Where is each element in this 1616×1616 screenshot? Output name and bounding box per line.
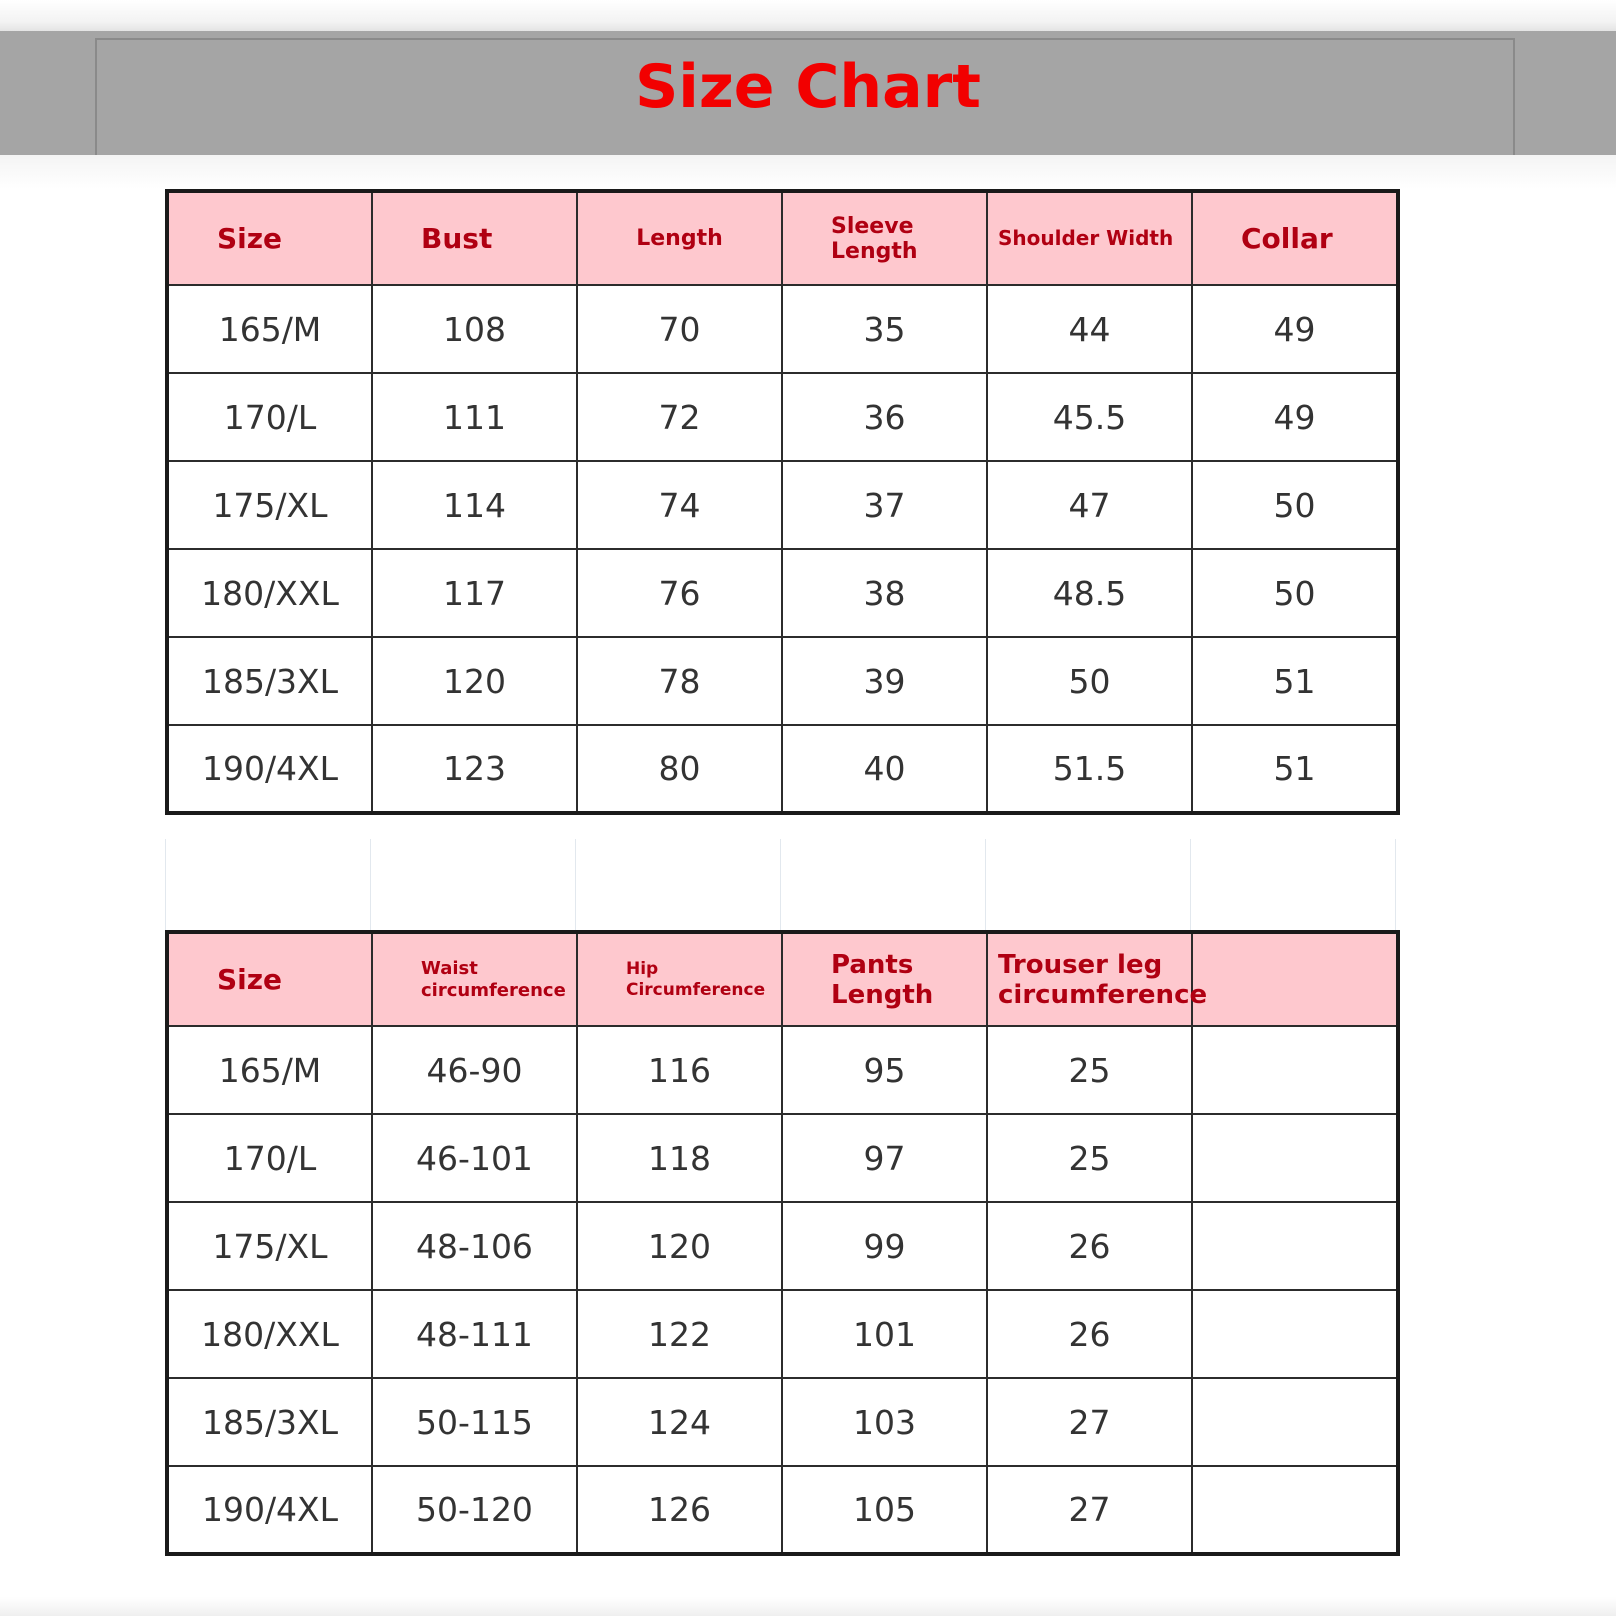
measurement-cell: 49 bbox=[1192, 285, 1398, 373]
table-row bbox=[167, 1114, 1398, 1202]
table-row bbox=[167, 285, 1398, 373]
measurement-cell: 37 bbox=[782, 461, 987, 549]
gap-gridline bbox=[165, 839, 166, 930]
measurement-cell: 50 bbox=[987, 637, 1192, 725]
table-gap bbox=[165, 839, 1396, 930]
gap-gridline bbox=[1190, 839, 1191, 930]
top-size-table bbox=[165, 189, 1400, 815]
header-empty bbox=[1192, 932, 1398, 1026]
size-cell: 190/4XL bbox=[167, 1466, 372, 1554]
table-row bbox=[167, 725, 1398, 813]
header-size: Size bbox=[167, 191, 372, 285]
size-cell: 180/XXL bbox=[167, 1290, 372, 1378]
measurement-cell: 76 bbox=[577, 549, 782, 637]
measurement-cell: 120 bbox=[372, 637, 577, 725]
measurement-cell: 48-111 bbox=[372, 1290, 577, 1378]
measurement-cell: 116 bbox=[577, 1026, 782, 1114]
measurement-cell: 51 bbox=[1192, 725, 1398, 813]
measurement-cell: 70 bbox=[577, 285, 782, 373]
page-title: Size Chart bbox=[635, 52, 981, 122]
measurement-cell: 74 bbox=[577, 461, 782, 549]
header-bust: Bust bbox=[372, 191, 577, 285]
measurement-cell bbox=[1192, 1202, 1398, 1290]
measurement-cell: 51.5 bbox=[987, 725, 1192, 813]
measurement-cell: 117 bbox=[372, 549, 577, 637]
measurement-cell: 72 bbox=[577, 373, 782, 461]
top-strip bbox=[0, 0, 1616, 31]
table-row bbox=[167, 461, 1398, 549]
size-cell: 170/L bbox=[167, 1114, 372, 1202]
size-cell: 165/M bbox=[167, 285, 372, 373]
measurement-cell bbox=[1192, 1290, 1398, 1378]
measurement-cell: 40 bbox=[782, 725, 987, 813]
table-row bbox=[167, 1466, 1398, 1554]
measurement-cell: 120 bbox=[577, 1202, 782, 1290]
measurement-cell: 44 bbox=[987, 285, 1192, 373]
header-size: Size bbox=[167, 932, 372, 1026]
table-row bbox=[167, 1290, 1398, 1378]
measurement-cell bbox=[1192, 1026, 1398, 1114]
measurement-cell: 47 bbox=[987, 461, 1192, 549]
measurement-cell: 25 bbox=[987, 1114, 1192, 1202]
measurement-cell: 35 bbox=[782, 285, 987, 373]
header-shadow bbox=[0, 155, 1616, 189]
header-trouser-leg-circumference: Trouser leg circumference bbox=[987, 932, 1192, 1026]
header-length: Length bbox=[577, 191, 782, 285]
table-row bbox=[167, 1378, 1398, 1466]
gap-gridline bbox=[780, 839, 781, 930]
table-header-row bbox=[167, 191, 1398, 285]
measurement-cell: 114 bbox=[372, 461, 577, 549]
header-hip-circumference: Hip Circumference bbox=[577, 932, 782, 1026]
table-row bbox=[167, 1026, 1398, 1114]
measurement-cell: 118 bbox=[577, 1114, 782, 1202]
measurement-cell: 48-106 bbox=[372, 1202, 577, 1290]
size-cell: 165/M bbox=[167, 1026, 372, 1114]
table-row bbox=[167, 637, 1398, 725]
size-cell: 170/L bbox=[167, 373, 372, 461]
size-cell: 175/XL bbox=[167, 1202, 372, 1290]
measurement-cell: 50 bbox=[1192, 549, 1398, 637]
size-cell: 180/XXL bbox=[167, 549, 372, 637]
measurement-cell: 49 bbox=[1192, 373, 1398, 461]
header-collar: Collar bbox=[1192, 191, 1398, 285]
measurement-cell: 25 bbox=[987, 1026, 1192, 1114]
table-row bbox=[167, 1202, 1398, 1290]
gap-gridline bbox=[985, 839, 986, 930]
measurement-cell: 50-120 bbox=[372, 1466, 577, 1554]
measurement-cell: 27 bbox=[987, 1378, 1192, 1466]
measurement-cell: 99 bbox=[782, 1202, 987, 1290]
measurement-cell: 101 bbox=[782, 1290, 987, 1378]
table-row bbox=[167, 549, 1398, 637]
measurement-cell: 95 bbox=[782, 1026, 987, 1114]
gap-gridline bbox=[575, 839, 576, 930]
measurement-cell: 39 bbox=[782, 637, 987, 725]
header-pants-length: Pants Length bbox=[782, 932, 987, 1026]
measurement-cell: 124 bbox=[577, 1378, 782, 1466]
size-cell: 185/3XL bbox=[167, 637, 372, 725]
measurement-cell: 105 bbox=[782, 1466, 987, 1554]
measurement-cell: 51 bbox=[1192, 637, 1398, 725]
table-header-row bbox=[167, 932, 1398, 1026]
measurement-cell: 50-115 bbox=[372, 1378, 577, 1466]
measurement-cell: 78 bbox=[577, 637, 782, 725]
measurement-cell: 26 bbox=[987, 1202, 1192, 1290]
header-waist-circumference: Waist circumference bbox=[372, 932, 577, 1026]
measurement-cell: 123 bbox=[372, 725, 577, 813]
measurement-cell: 80 bbox=[577, 725, 782, 813]
measurement-cell: 126 bbox=[577, 1466, 782, 1554]
header-shoulder-width: Shoulder Width bbox=[987, 191, 1192, 285]
measurement-cell: 50 bbox=[1192, 461, 1398, 549]
measurement-cell: 111 bbox=[372, 373, 577, 461]
header-sleeve-length: Sleeve Length bbox=[782, 191, 987, 285]
measurement-cell bbox=[1192, 1378, 1398, 1466]
gap-gridline bbox=[1395, 839, 1396, 930]
gap-gridline bbox=[370, 839, 371, 930]
measurement-cell bbox=[1192, 1466, 1398, 1554]
size-cell: 175/XL bbox=[167, 461, 372, 549]
measurement-cell: 103 bbox=[782, 1378, 987, 1466]
measurement-cell: 27 bbox=[987, 1466, 1192, 1554]
measurement-cell: 45.5 bbox=[987, 373, 1192, 461]
table-row bbox=[167, 373, 1398, 461]
measurement-cell: 38 bbox=[782, 549, 987, 637]
measurement-cell: 122 bbox=[577, 1290, 782, 1378]
measurement-cell: 108 bbox=[372, 285, 577, 373]
measurement-cell: 46-101 bbox=[372, 1114, 577, 1202]
measurement-cell: 48.5 bbox=[987, 549, 1192, 637]
measurement-cell: 26 bbox=[987, 1290, 1192, 1378]
bottom-size-table bbox=[165, 930, 1400, 1556]
measurement-cell bbox=[1192, 1114, 1398, 1202]
measurement-cell: 97 bbox=[782, 1114, 987, 1202]
measurement-cell: 36 bbox=[782, 373, 987, 461]
footer-strip bbox=[0, 1597, 1616, 1616]
size-cell: 185/3XL bbox=[167, 1378, 372, 1466]
measurement-cell: 46-90 bbox=[372, 1026, 577, 1114]
size-cell: 190/4XL bbox=[167, 725, 372, 813]
